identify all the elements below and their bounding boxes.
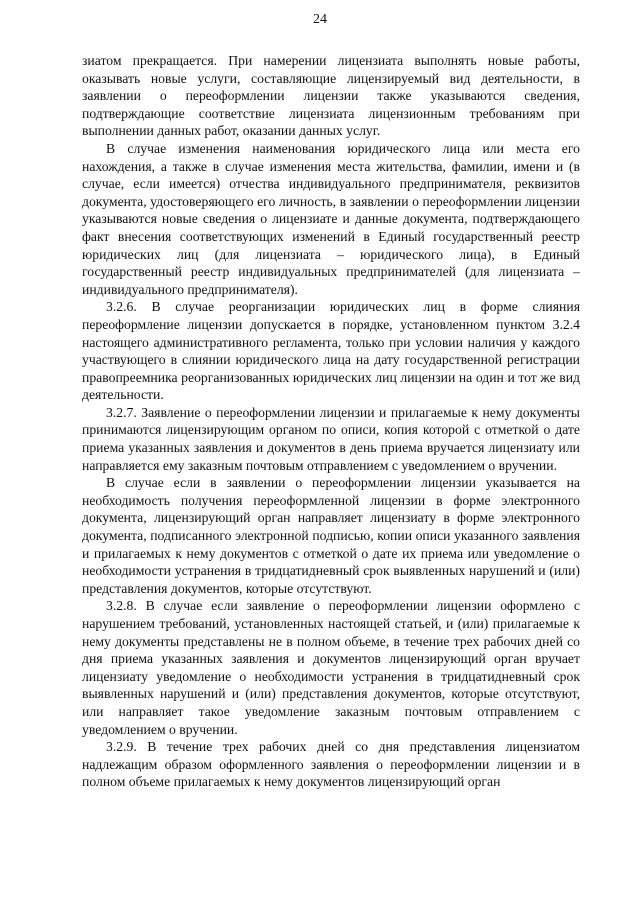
paragraph-2: В случае изменения наименования юридического лица или места его нахождения, а также в случае изменения места жительства, фамилии, имени и (в случае, если имеется) отчества индивидуального предпринимателя, реквизитов документа, удостоверяющего его личность, в заявлении о переоформлении лицензии указываются новые сведения о лицензиате и данные документа, подтверждающего факт внесения соответствующих изменений в Единый государственный реестр юридических лиц (для лицензиата – юридического лица), в Единый государственный реестр индивидуальных предпринимателей (для лицензиата – индивидуального предпринимателя). bbox=[82, 140, 580, 297]
paragraph-3-2-9: 3.2.9. В течение трех рабочих дней со дня представления лицензиатом надлежащим образом оформленного заявления о переоформлении лицензии и в полном объеме прилагаемых к нему документов лицензирующий орган bbox=[82, 739, 580, 790]
paragraph-1: зиатом прекращается. При намерении лицензиата выполнять новые работы, оказывать новые услуги, составляющие лицензируемый вид деятельности, в заявлении о переоформлении лицензии также указываются сведения, подтверждающие соответствие лицензиата лицензионным требованиям при выполнении данных работ, оказании данных услуг. bbox=[82, 53, 580, 139]
paragraph-electronic-document: В случае если в заявлении о переоформлении лицензии указывается на необходимость получения переоформленной лицензии в форме электронного документа, лицензирующий орган направляет лицензиату в форме электронного документа, подписанного электронной подписью, копии описи указанного заявления и прилагаемых к нему документов с отметкой о дате их приема или уведомление о необходимости устранения в тридцатидневный срок выявленных нарушений и (или) представления документов, которые отсутствуют. bbox=[82, 475, 580, 596]
paragraph-3-2-7: 3.2.7. Заявление о переоформлении лицензии и прилагаемые к нему документы принимаются лицензирующим органом по описи, копия которой с отметкой о дате приема указанных заявления и документов в день приема вручается лицензиату или направляется ему заказным почтовым отправлением с уведомлением о вручении. bbox=[82, 404, 580, 473]
page-number: 24 bbox=[313, 12, 327, 27]
paragraph-3-2-8: 3.2.8. В случае если заявление о переоформлении лицензии оформлено с нарушением требований, установленных настоящей статьей, и (или) прилагаемые к нему документы представлены не в полном объеме, в течение трех рабочих дней со дня приема указанных заявления и документов лицензирующий орган вручает лицензиату уведомление о необходимости устранения в тридцатидневный срок выявленных нарушений и (или) представления документов, которые отсутствуют, или направляет такое уведомление заказным почтовым отправлением с уведомлением о вручении. bbox=[82, 598, 580, 737]
paragraph-3-2-6: 3.2.6. В случае реорганизации юридических лиц в форме слияния переоформление лицензии допускается в порядке, установленном пунктом 3.2.4 настоящего административного регламента, только при условии наличия у каждого участвующего в слиянии юридического лица на дату государственной регистрации правопреемника реорганизованных юридических лиц лицензии на один и тот же вид деятельности. bbox=[82, 299, 580, 403]
document-body bbox=[82, 52, 580, 791]
